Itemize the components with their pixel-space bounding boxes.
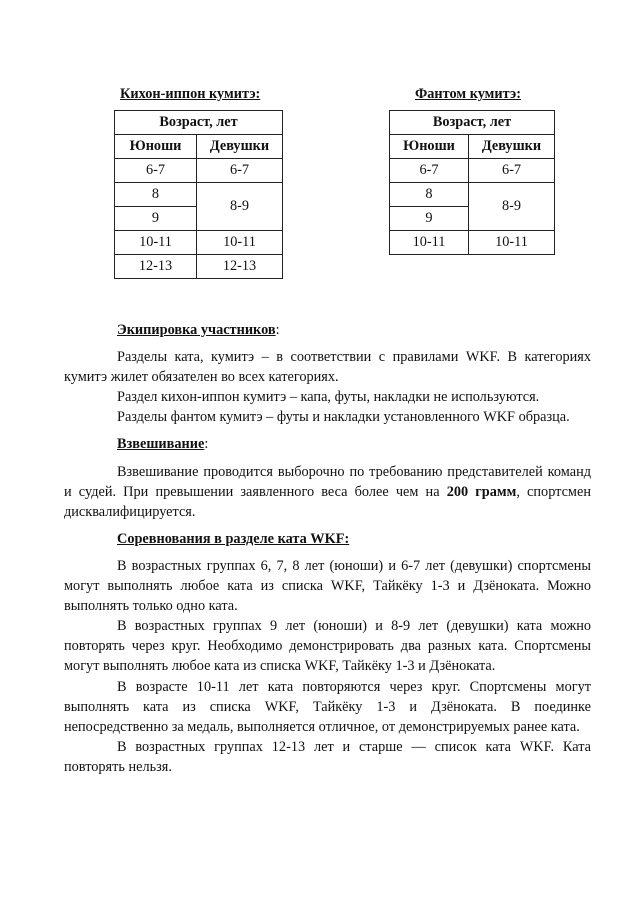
table-cell: 6-7 [115, 159, 197, 183]
weighing-text-start: Взвешивание проводится выборочно по требованию представителей команд и судей. При превышении заявленного веса более чем на [64, 463, 591, 500]
kata-heading [64, 529, 591, 549]
equipment-paragraph-3: Разделы фантом кумитэ – футы и накладки установленного WKF образца. [117, 409, 570, 426]
kihon-table [114, 110, 283, 279]
equipment-heading [64, 320, 591, 340]
heading-colon: : [204, 436, 209, 453]
table-row [115, 135, 283, 159]
weighing-heading-text: Взвешивание [117, 436, 205, 453]
col-header-boys: Юноши [390, 135, 469, 159]
weighing-paragraph [64, 462, 591, 522]
table-cell: 10-11 [115, 231, 197, 255]
table-row [390, 231, 555, 255]
kihon-title: Кихон-иппон кумитэ: [120, 86, 261, 102]
age-header: Возраст, лет [115, 111, 283, 135]
table-cell: 10-11 [197, 231, 283, 255]
table-cell: 12-13 [115, 255, 197, 279]
table-cell: 6-7 [469, 159, 555, 183]
kata-paragraph-4: В возрастных группах 12-13 лет и старше — список ката WKF. Ката повторять нельзя. [64, 738, 591, 775]
table-cell: 9 [115, 207, 197, 231]
weight-limit: 200 грамм [446, 483, 517, 500]
equipment-paragraph-1: Разделы ката, кумитэ – в соответствии с правилами WKF. В категориях кумитэ жилет обязателен во всех категориях. [64, 349, 591, 386]
table-row [115, 255, 283, 279]
col-header-girls: Девушки [469, 135, 555, 159]
table-cell: 10-11 [469, 231, 555, 255]
table-row [390, 111, 555, 135]
table-cell: 6-7 [197, 159, 283, 183]
equipment-paragraph-2: Раздел кихон-иппон кумитэ – капа, футы, накладки не используются. [117, 389, 540, 406]
table-cell: 6-7 [390, 159, 469, 183]
table-row [115, 183, 283, 207]
table-row [390, 135, 555, 159]
document-body [64, 320, 591, 777]
table-row [115, 159, 283, 183]
table-cell: 8-9 [197, 183, 283, 231]
table-cell: 12-13 [197, 255, 283, 279]
table-cell: 8-9 [469, 183, 555, 231]
table-cell: 10-11 [390, 231, 469, 255]
weighing-heading [64, 434, 591, 454]
equipment-heading-text: Экипировка участников [117, 322, 276, 338]
table-row [115, 231, 283, 255]
heading-colon: : [275, 322, 280, 338]
col-header-boys: Юноши [115, 135, 197, 159]
weighing-text-end: , спортсмен дисквалифицируется. [64, 483, 591, 520]
fantom-title: Фантом кумитэ: [415, 86, 521, 102]
table-cell: 8 [115, 183, 197, 207]
table-row [390, 183, 555, 207]
fantom-table [389, 110, 555, 255]
table-cell: 8 [390, 183, 469, 207]
kata-paragraph-1: В возрастных группах 6, 7, 8 лет (юноши) и 6-7 лет (девушки) спортсмены могут выполнять любое ката из списка WKF, Тайкёку 1-3 и Дзёноката. Можно выполнять только одно ката. [64, 557, 591, 615]
kata-heading-text: Соревнования в разделе ката WKF: [117, 530, 350, 547]
table-row [390, 159, 555, 183]
kata-paragraph-3: В возрасте 10-11 лет ката повторяются через круг. Спортсмены могут выполнять ката из списка WKF, Тайкёку 1-3 и Дзёноката. В поединке непосредственно за медаль, выполняется отличное, от демонстрируемых ранее ката. [64, 678, 591, 735]
kata-paragraph-2: В возрастных группах 9 лет (юноши) и 8-9 лет (девушки) ката можно повторять через круг. Необходимо демонстрировать два разных ката. Спортсмены могут выполнять любое ката из списка WKF, Тайкёку 1-3 и Дзёноката. [64, 618, 591, 675]
col-header-girls: Девушки [197, 135, 283, 159]
table-row [115, 111, 283, 135]
age-header: Возраст, лет [390, 111, 555, 135]
table-cell: 9 [390, 207, 469, 231]
